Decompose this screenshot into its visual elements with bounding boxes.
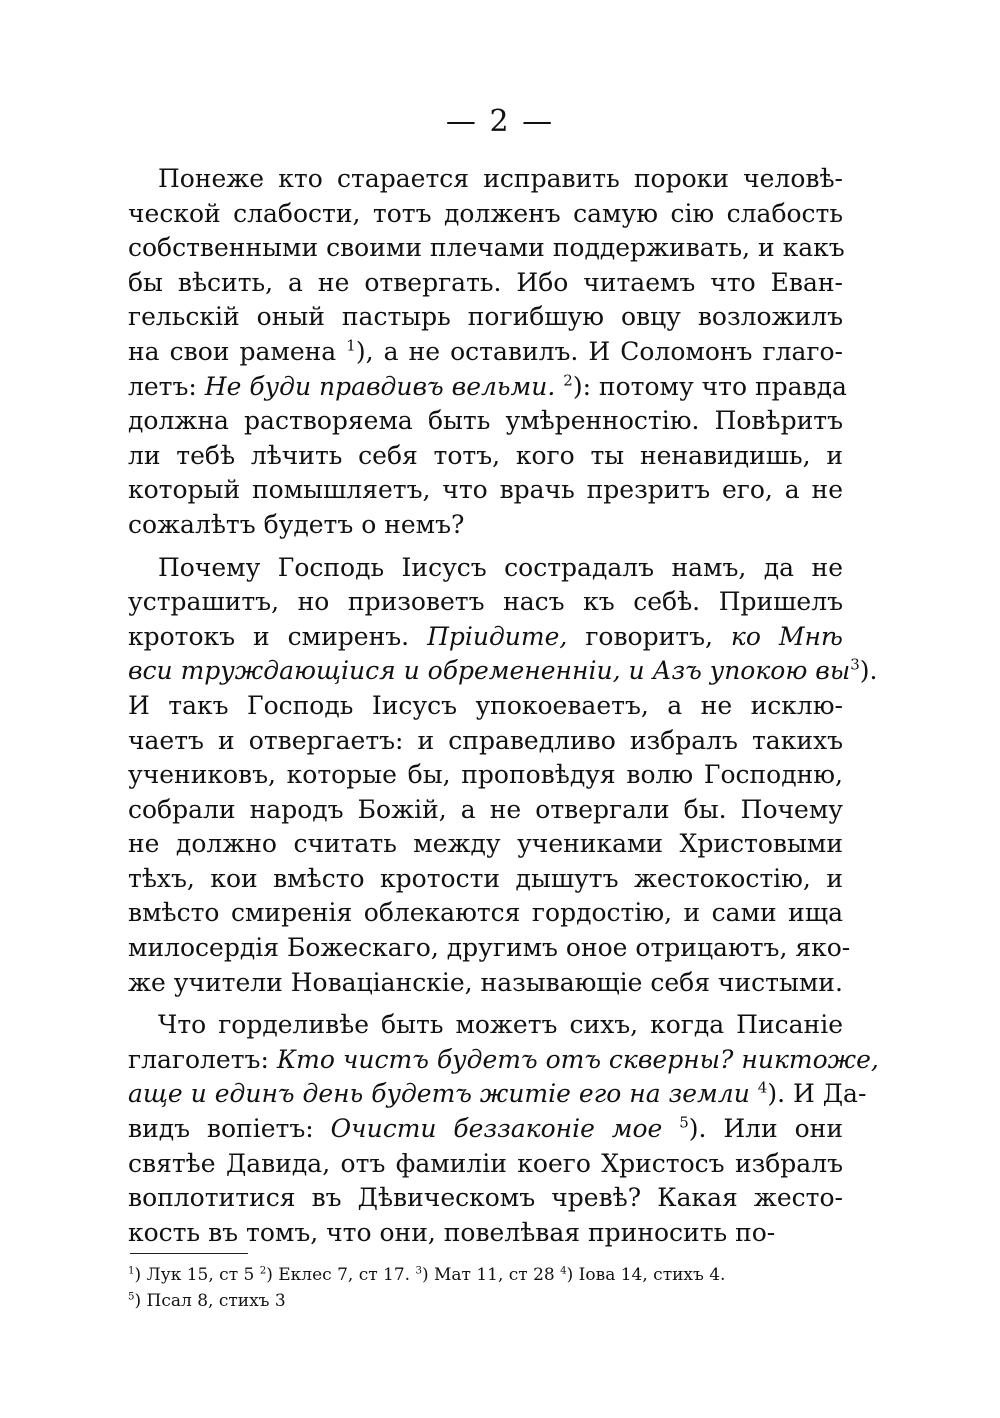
text-line [128,585,843,620]
text-line [128,370,847,405]
text-run: кротокъ и смиренъ. [128,621,428,651]
italic-quote: ко Мнѣ [730,621,843,651]
text-run: И такъ Господь Іисусъ упокоеваетъ, а не исклю- [128,690,843,720]
text-line [128,551,843,586]
paragraph-gap [128,1000,843,1008]
text-run: Понеже кто старается исправить пороки человѣ- [158,164,843,193]
text-run: ) Еклес 7, ст 17. [266,1265,416,1285]
text-line [128,1008,843,1043]
text-run: вмѣсто смиренія облекаются гордостію, и сами ища [128,898,843,928]
text-run: ) Іова 14, стихъ 4. [566,1265,726,1285]
text-run: учениковъ, которые бы, проповѣдуя волю Господню, [128,760,843,790]
footnote-marker: 4 [757,1079,768,1098]
text-run: не должно считать между учениками Христовыми [128,829,843,859]
text-run: летъ: [128,371,205,401]
text-run: ли тебѣ лѣчить себя тотъ, кого ты ненавидишь, и [128,440,843,470]
text-line [128,862,843,897]
text-run: Что горделивѣе быть можетъ сихъ, когда Писаніе [158,1010,843,1040]
text-line [128,266,843,301]
text-run: тѣхъ, кои вмѣсто кротости дышутъ жестокостію, и [128,863,843,893]
footnote-marker: 1 [346,336,356,355]
text-run: должна растворяема быть умѣренностію. Повѣритъ [128,406,843,436]
text-line [128,300,843,335]
text-run: устрашитъ, но призоветъ насъ къ себѣ. Пришелъ [128,587,843,617]
italic-quote: вси труждающіися и обремененніи, и Азъ упокою вы [128,656,851,686]
text-line [128,827,843,862]
text-line [128,404,843,439]
text-run: который помышляетъ, что врачь презритъ его, а не [128,475,843,505]
footnote-marker: 3 [415,1265,422,1277]
italic-quote: аще и единъ день будетъ житіе его на земли [128,1079,750,1109]
text-run: святѣе Давида, отъ фамиліи коего Христосъ избралъ [128,1148,843,1178]
text-run: ) Мат 11, ст 28 [421,1265,561,1285]
text-run [750,1079,758,1108]
text-run: сожалѣтъ будетъ о немъ? [128,509,465,539]
text-line [128,508,843,543]
text-run: ). [859,656,878,686]
text-run: воплотитися въ Дѣвическомъ чревѣ? Какая жесто- [128,1183,843,1213]
footnote-marker: 5 [679,1113,689,1132]
text-run: говоритъ, [567,621,731,651]
body-text [128,162,879,1250]
paragraph [128,1008,879,1250]
text-line [128,473,843,508]
italic-quote: Пріидите, [427,621,568,651]
text-run: на свои рамена [128,336,347,366]
text-run: ческой слабости, тотъ долженъ самую сію слабость [128,198,843,228]
text-line [128,966,843,1001]
paragraph-gap [128,543,843,551]
text-line [128,162,843,197]
text-run: собственными своими плечами поддерживать, и какъ [128,233,845,263]
text-run: бы вѣсить, а не отвергать. Ибо читаемъ что Еван- [128,267,843,297]
text-line [128,1216,843,1251]
text-run: ) Псал 8, стихъ 3 [134,1291,286,1311]
paragraph [128,162,847,543]
text-line [128,793,843,828]
paragraph [128,551,878,1001]
text-run: милосердія Божескаго, другимъ оное отрицаютъ, яко- [128,933,851,963]
text-line [128,1181,843,1216]
text-line [128,931,851,966]
text-line [128,1077,867,1112]
footnote-divider [130,1253,248,1254]
footnote-line [128,1288,843,1314]
text-run [662,1114,679,1143]
footnote-marker: 3 [850,655,860,674]
text-line [128,335,843,370]
footnote-line [128,1262,843,1288]
text-line [128,896,843,931]
footnote-marker: 5 [128,1291,135,1303]
footnote-marker: 1 [128,1265,135,1277]
text-line [128,620,843,655]
footnote-marker: 2 [563,371,573,390]
text-run: глаголетъ: [128,1044,277,1074]
text-line [128,758,843,793]
text-run: кость въ томъ, что они, повелѣвая приносить по- [128,1217,776,1247]
text-run: Почему Господь Іисусъ сострадалъ намъ, да не [158,552,843,582]
text-line [128,1043,879,1078]
footnote-marker: 2 [259,1265,267,1277]
italic-quote: Не буди правдивъ вельми. [204,371,556,401]
text-line [128,654,878,689]
text-run: ): потому что правда [572,371,847,401]
text-line [128,231,843,266]
text-run: ) Лук 15, ст 5 [134,1265,260,1285]
text-run: ). Или они [688,1114,843,1144]
text-run: же учители Новаціанскіе, называющіе себя чистыми. [128,967,843,997]
italic-quote: Очисти беззаконіе мое [330,1114,663,1144]
text-line [128,1147,843,1182]
text-run: ). И Да- [767,1079,867,1109]
text-line [128,689,843,724]
page-number: — 2 — [445,104,555,139]
footnote-marker: 4 [560,1265,567,1277]
footnotes [128,1262,843,1314]
text-run: ), а не оставилъ. И Соломонъ глаго- [355,336,843,366]
text-line [128,1112,843,1147]
text-run: гельскій оный пастырь погибшую овцу возложилъ [128,302,843,332]
text-run: видъ вопіетъ: [128,1114,331,1144]
italic-quote: Кто чистъ будетъ отъ скверны? никтоже, [276,1044,879,1074]
text-run: чаетъ и отвергаетъ: и справедливо избралъ такихъ [128,725,843,755]
text-line [128,724,843,759]
text-run: собрали народъ Божій, а не отвергали бы. Почему [128,794,843,824]
text-line [128,439,843,474]
text-line [128,197,843,232]
